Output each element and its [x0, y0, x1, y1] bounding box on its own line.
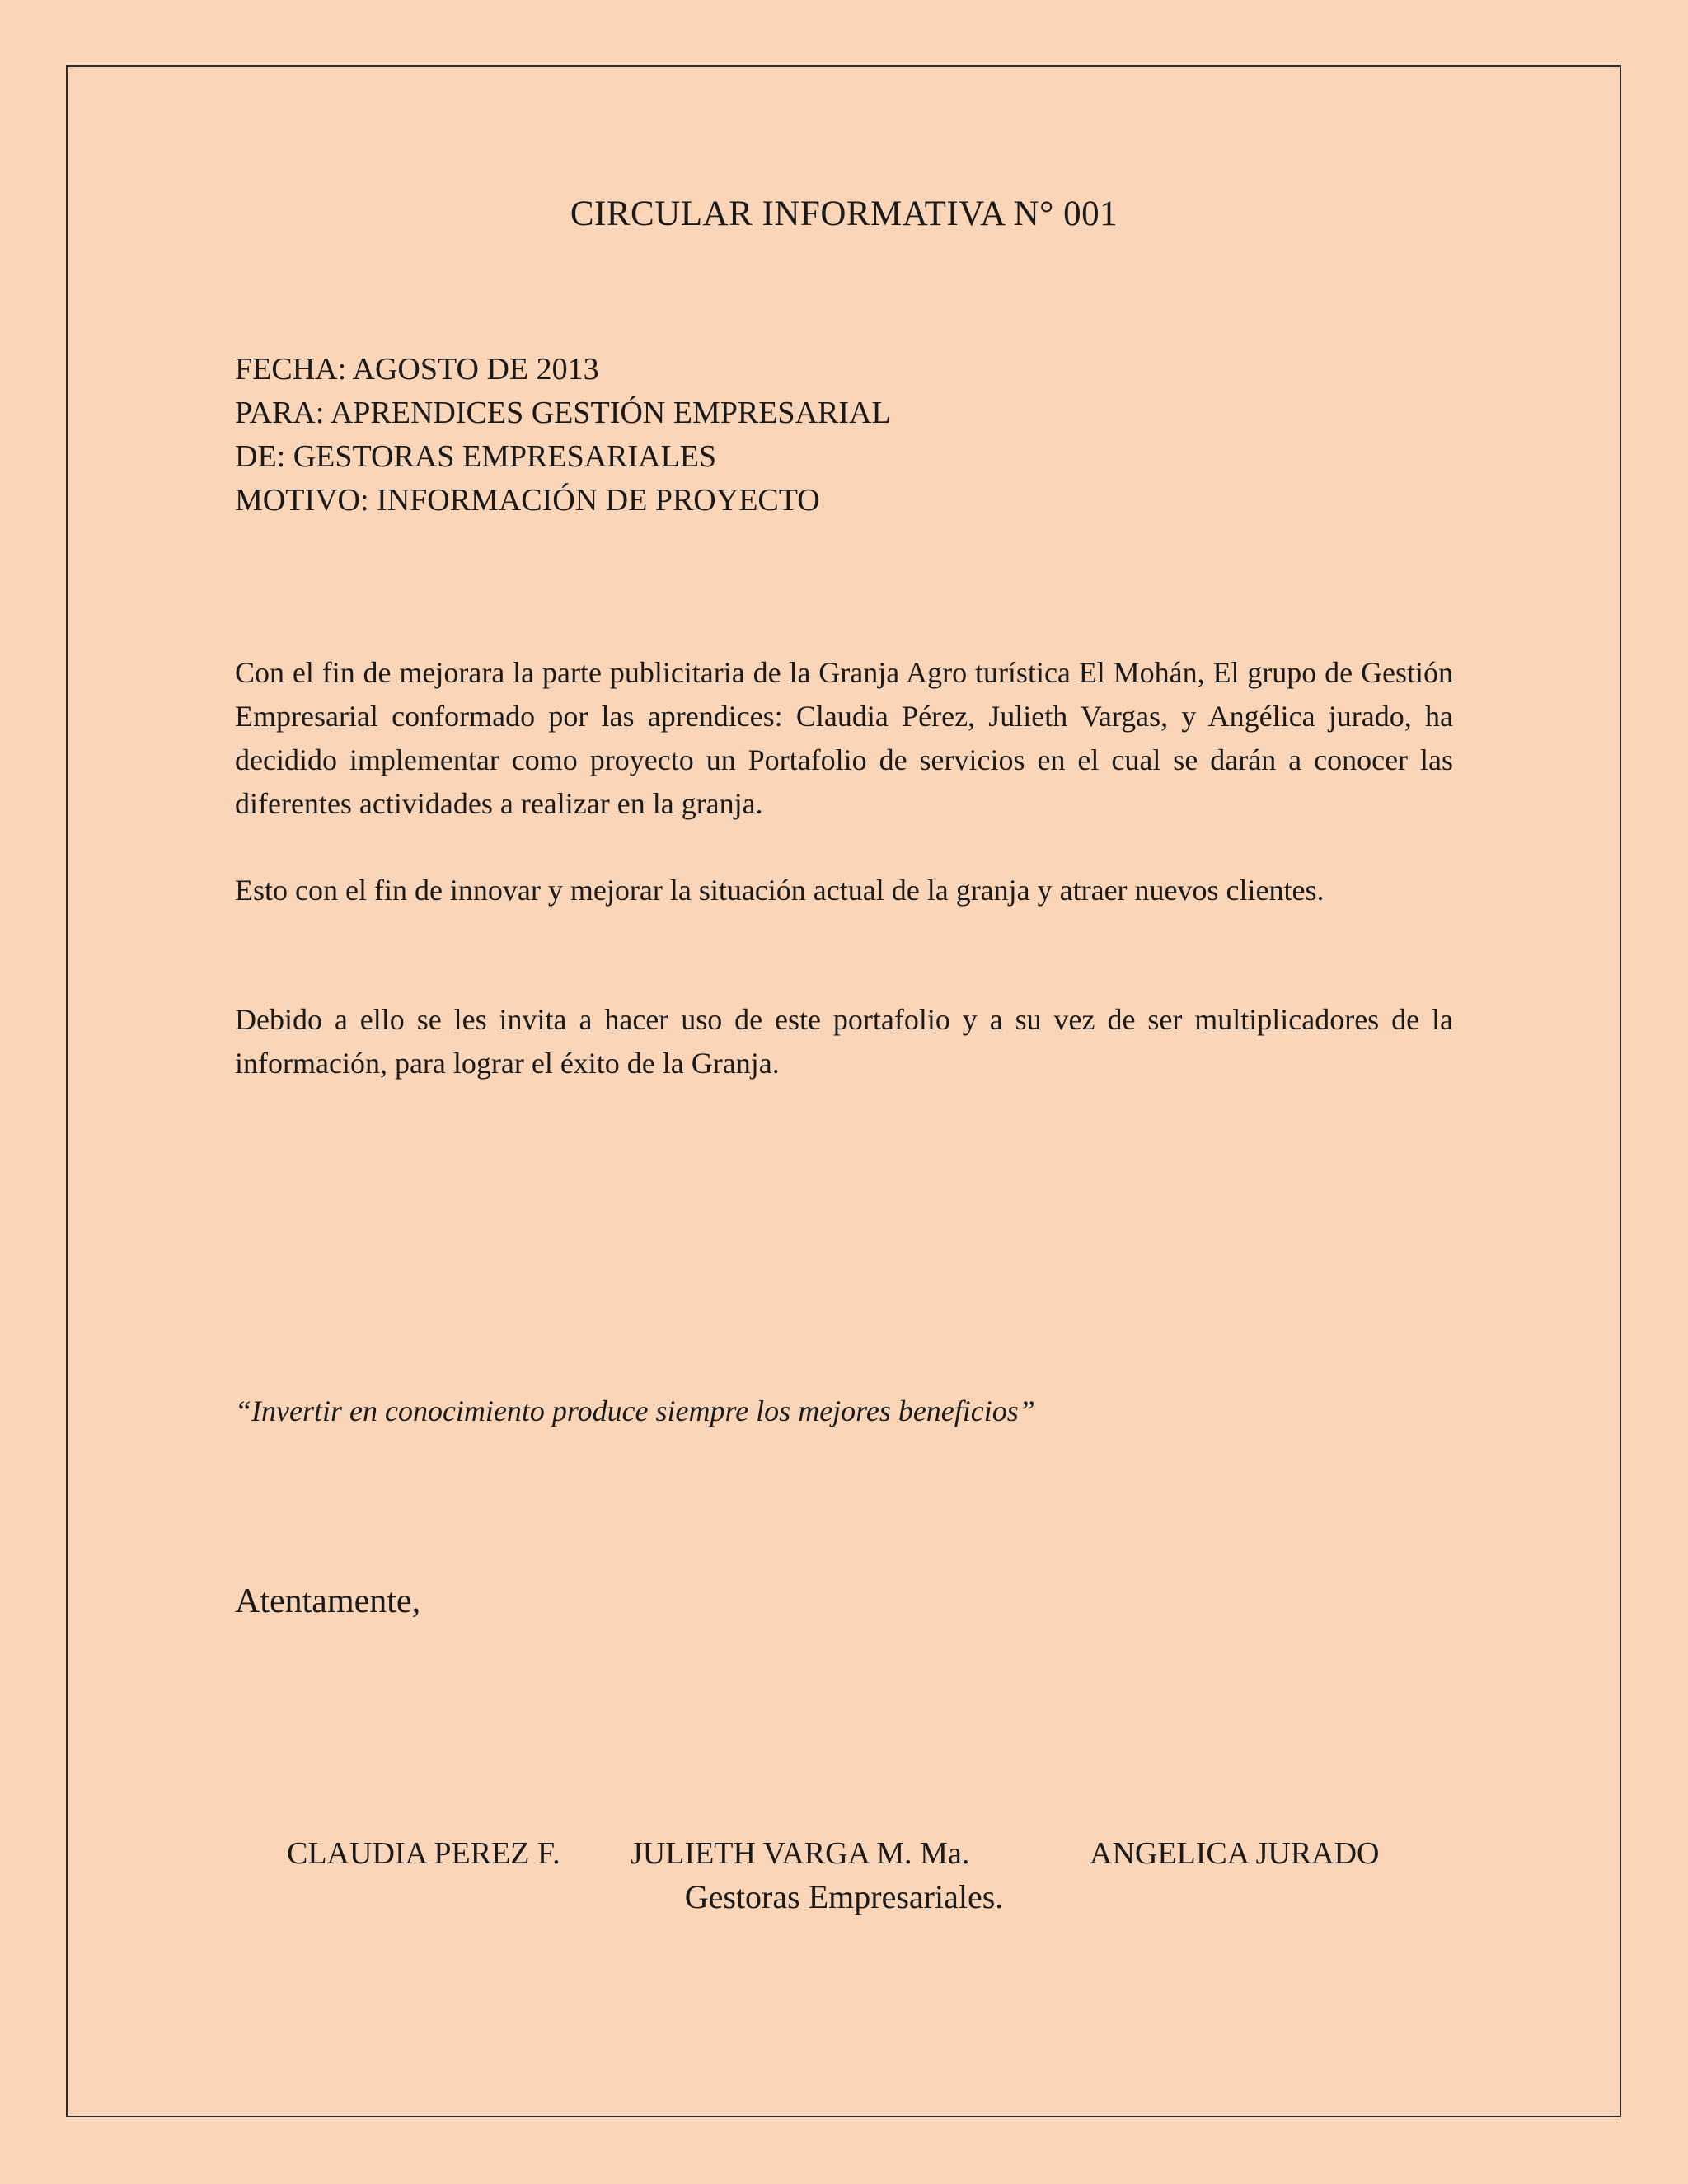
signatory-role: Gestoras Empresariales. — [684, 1878, 1004, 1915]
date-line: FECHA: AGOSTO DE 2013 — [235, 352, 599, 387]
body-paragraph-3: Debido a ello se les invita a hacer uso de este portafolio y a su vez de ser multiplicadores de la información, para lograr el éxito de la Granja. — [235, 1003, 1453, 1080]
sender-line: DE: GESTORAS EMPRESARIALES — [235, 439, 717, 474]
signature-name-3: ANGELICA JURADO — [1090, 1836, 1380, 1871]
subject-line: MOTIVO: INFORMACIÓN DE PROYECTO — [235, 483, 820, 518]
recipient-line: PARA: APRENDICES GESTIÓN EMPRESARIAL — [235, 396, 891, 430]
closing: Atentamente, — [235, 1582, 421, 1620]
body-paragraph-1: Con el fin de mejorara la parte publicitaria de la Granja Agro turística El Mohán, El grupo de Gestión Empresarial conformado por las aprendices: Claudia Pérez, Julieth Vargas, y Angélica jurado, ha decidido implementar como proyecto un Portafolio de servicios en el cual se darán a conocer las diferentes actividades a realizar en la granja. — [235, 656, 1453, 820]
memo-header — [235, 348, 891, 523]
document-title: CIRCULAR INFORMATIVA N° 001 — [570, 194, 1118, 233]
signature-name-2: JULIETH VARGA M. Ma. — [631, 1836, 970, 1871]
body-paragraph-2: Esto con el fin de innovar y mejorar la situación actual de la granja y atraer nuevos clientes. — [235, 874, 1325, 907]
quote: “Invertir en conocimiento produce siempre los mejores beneficios” — [235, 1394, 1035, 1427]
signature-name-1: CLAUDIA PEREZ F. — [287, 1836, 560, 1871]
